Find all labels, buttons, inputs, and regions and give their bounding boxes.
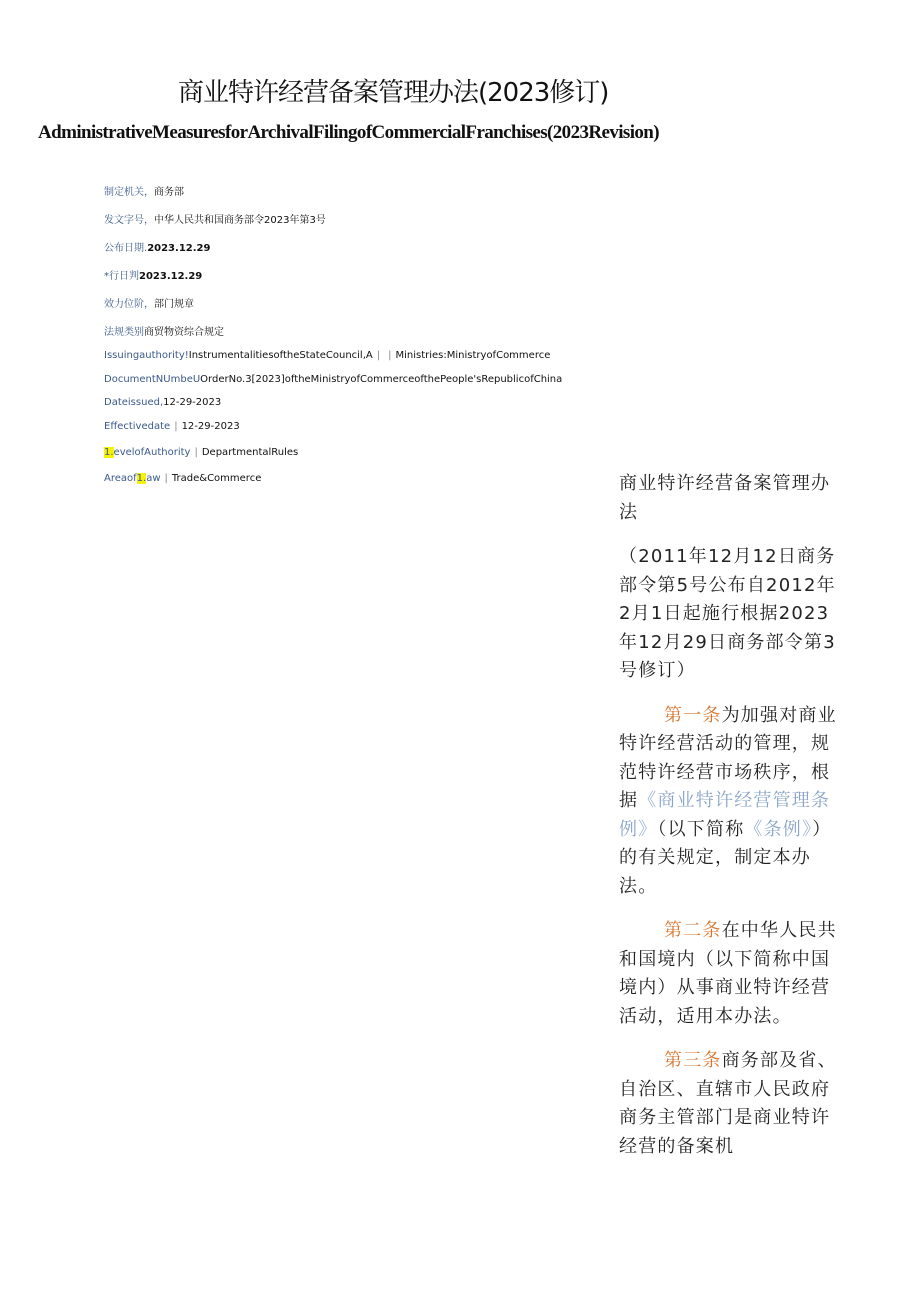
meta-publish-date xyxy=(104,239,210,254)
meta-en-effective xyxy=(104,421,240,432)
meta-label-highlight: 1. xyxy=(136,473,147,484)
meta-value: 部门规章 xyxy=(154,299,194,310)
article-text: ）的有关规定，制定本办法。 xyxy=(619,818,832,897)
meta-label: 发文字号， xyxy=(104,215,154,226)
meta-label-highlight: 1. xyxy=(104,447,114,458)
page-title-en: AdministrativeMeasuresforArchivalFilingofCommercialFranchises(2023Revision) xyxy=(38,122,659,143)
meta-label: aw xyxy=(146,473,161,484)
meta-value: Trade&Commerce xyxy=(171,473,262,484)
meta-en-area xyxy=(104,473,261,484)
meta-label: evelofAuthority xyxy=(113,447,191,458)
meta-en-level xyxy=(104,447,298,458)
meta-value: OrderNo.3[2023]oftheMinistryofCommerceofthePeople'sRepublicofChina xyxy=(200,374,563,385)
meta-label: DocumentNUmbeU xyxy=(104,374,201,385)
meta-label: *行日判 xyxy=(104,271,139,282)
article-1 xyxy=(619,702,844,902)
meta-issuing-body xyxy=(104,183,184,198)
meta-separator: | xyxy=(388,350,392,361)
article-text: 在中华人民共和国境内（以下简称中国境内）从事商业特许经营活动，适用本办法。 xyxy=(619,920,837,1027)
article-2 xyxy=(619,917,844,1031)
meta-en-docno xyxy=(104,374,562,385)
meta-value: 中华人民共和国商务部令2023年第3号 xyxy=(154,215,326,226)
body-note: （2011年12月12日商务部令第5号公布自2012年2月1日起施行根据2023年12月29日商务部令第3号修订） xyxy=(619,546,836,681)
meta-value: Ministries:MinistryofCommerce xyxy=(395,350,551,361)
law-reference-link[interactable]: 《商业特许经营管理条例》 xyxy=(619,790,831,840)
meta-label: Effectivedate xyxy=(104,421,171,432)
meta-value: 商贸物资综合规定 xyxy=(144,327,224,338)
article-number: 第一条 xyxy=(664,704,722,726)
meta-effective-date xyxy=(104,267,202,282)
article-number: 第三条 xyxy=(664,1050,722,1071)
article-3 xyxy=(619,1047,844,1161)
meta-value: 12-29-2023 xyxy=(181,421,240,432)
meta-separator: | xyxy=(164,473,168,484)
meta-label: 法规类别 xyxy=(104,327,144,338)
document-body xyxy=(619,470,844,1177)
article-text: （以下简称 xyxy=(657,818,745,840)
meta-label: Dateissued, xyxy=(104,397,164,408)
meta-value: 12-29-2023 xyxy=(163,397,222,408)
meta-label: 制定机关， xyxy=(104,187,154,198)
meta-value: InstrumentalitiesoftheStateCouncil,A xyxy=(188,350,373,361)
body-heading: 商业特许经营备案管理办法 xyxy=(619,473,831,523)
meta-value: 商务部 xyxy=(154,187,184,198)
article-text: 为加强对商业特许经营活动的管理，规范特许经营市场秩序，根据 xyxy=(619,704,837,811)
meta-en-issuing xyxy=(104,350,550,361)
meta-separator: | xyxy=(194,447,198,458)
page-title-cn: 商业特许经营备案管理办法(2023修订) xyxy=(178,78,609,108)
meta-level xyxy=(104,295,194,310)
meta-label: Issuingauthority! xyxy=(104,350,189,361)
meta-label: Areaof xyxy=(104,473,137,484)
meta-value: 2023.12.29 xyxy=(147,243,211,254)
article-number: 第二条 xyxy=(664,920,722,941)
meta-en-issued xyxy=(104,397,221,408)
meta-label: 效力位阶， xyxy=(104,299,154,310)
article-text: 商务部及省、自治区、直辖市人民政府商务主管部门是商业特许经营的备案机 xyxy=(619,1050,837,1157)
meta-label: 公布日期. xyxy=(104,243,148,254)
meta-separator: | xyxy=(376,350,381,361)
law-reference-link[interactable]: 《条例》 xyxy=(744,818,813,840)
meta-value: 2023.12.29 xyxy=(139,271,203,282)
meta-doc-number xyxy=(104,211,326,226)
meta-category xyxy=(104,323,224,338)
meta-value: DepartmentalRules xyxy=(201,447,299,458)
meta-separator: | xyxy=(174,421,178,432)
